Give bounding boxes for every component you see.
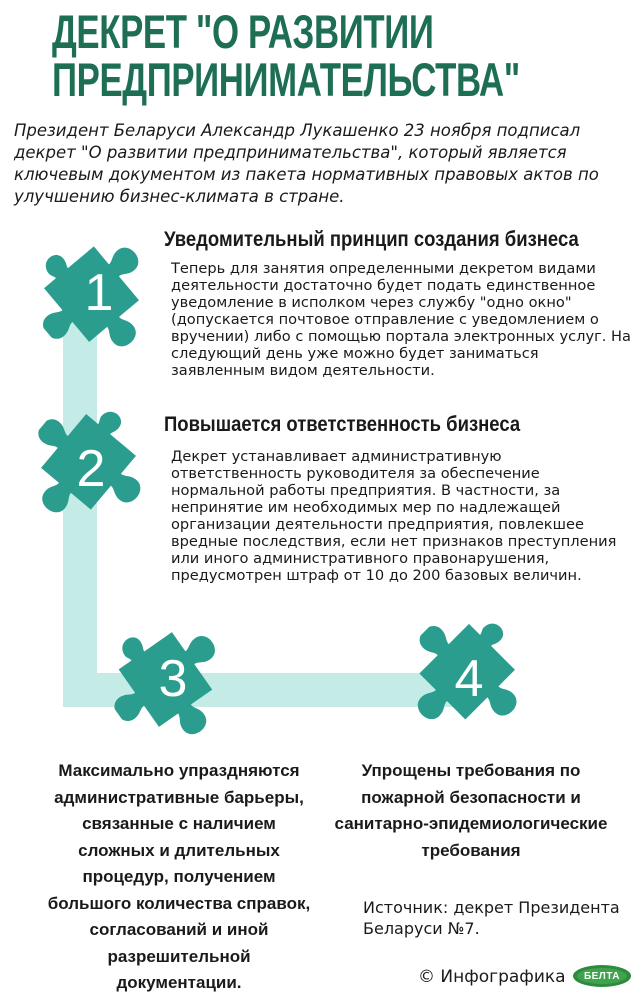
section-1-heading: Уведомительный принцип создания бизнеса bbox=[164, 228, 579, 251]
section-4-text: Упрощены требования по пожарной безопасности и санитарно-эпидемиологические требования bbox=[334, 761, 608, 860]
section-2-text: Декрет устанавливает административную ответственность руководителя за обеспечение нормальной работы предприятия. В частности, за непринятие им необходимых мер по надлежащей организации деятельности предприятия, повлекшее вредные последствия, если нет признаков преступления или иного административного правонарушения, предусмотрен штраф от 10 до 200 базовых величин. bbox=[171, 448, 617, 584]
title-line-2: ПРЕДПРИНИМАТЕЛЬСТВА" bbox=[52, 53, 520, 106]
puzzle-piece-2 bbox=[26, 404, 156, 534]
source-note: Источник: декрет Президента Беларуси №7. bbox=[363, 898, 620, 938]
section-3-text: Максимально упраздняются административные барьеры, связанные с наличием сложных и длительных процедур, получением большого количества справок, согласований и иной разрешительной документации. bbox=[47, 761, 311, 992]
section-1-text: Теперь для занятия определенными декретом видами деятельности достаточно будет подать единственное уведомление в исполком через службу "одно окно" (допускается почтовое отправление с уведомлением о вручении) либо с помощью портала электронных услуг. На следующий день уже можно будет заниматься заявленным видом деятельности. bbox=[171, 260, 631, 379]
logo-text: БЕЛТА bbox=[583, 970, 621, 982]
intro-text: Президент Беларуси Александр Лукашенко 23 ноября подписал декрет "О развитии предпринимательства", который является ключевым документом из пакета нормативных правовых актов по улучшению бизнес-климата в стране. bbox=[14, 121, 599, 206]
title-line-1: ДЕКРЕТ "О РАЗВИТИИ bbox=[52, 5, 434, 58]
puzzle-piece-1 bbox=[34, 228, 164, 358]
section-number: 3 bbox=[158, 650, 188, 708]
belta-logo bbox=[572, 964, 632, 988]
section-2-heading: Повышается ответственность бизнеса bbox=[164, 413, 521, 436]
puzzle-piece-3 bbox=[108, 614, 238, 744]
puzzle-piece-4 bbox=[404, 614, 534, 744]
section-number: 4 bbox=[454, 650, 484, 708]
section-number: 1 bbox=[84, 264, 114, 322]
section-number: 2 bbox=[76, 440, 106, 498]
footer bbox=[404, 964, 634, 990]
copyright: © Инфографика bbox=[418, 967, 566, 987]
